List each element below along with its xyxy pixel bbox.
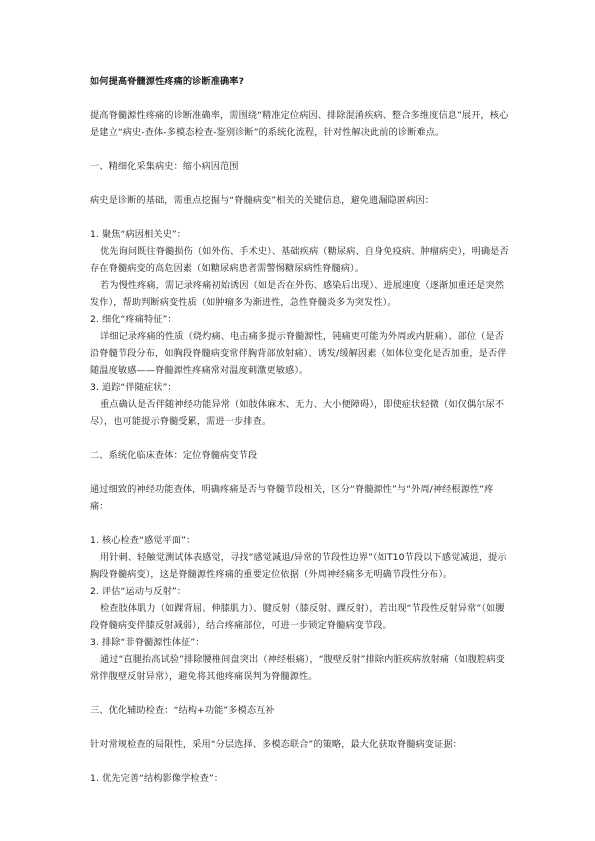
s2-item-3-title: 3. 排除“非脊髓源性体征”： bbox=[90, 637, 205, 648]
s2-item-1-para: 用针刺、轻触觉测试体表感觉，寻找“感觉减退/异常的节段性边界”（如T10节段以下感觉减退，提示胸段脊髓病变），这是脊髓源性疼痛的重要定位依据（外周神经痛多无明确节段性分布）。 bbox=[90, 552, 507, 580]
section-1-heading: 一、精细化采集病史：缩小病因范围 bbox=[90, 161, 239, 172]
section-2-lead: 通过细致的神经功能查体，明确疼痛是否与脊髓节段相关，区分“脊髓源性”与“外周/神经根源性”疼痛： bbox=[90, 484, 494, 512]
section-1-lead: 病史是诊断的基础，需重点挖掘与“脊髓病变”相关的关键信息，避免遗漏隐匿病因： bbox=[90, 195, 435, 206]
s3-item-1-title: 1. 优先完善“结构影像学检查”： bbox=[90, 773, 224, 784]
s2-item-3-para: 通过“直腿抬高试验”排除腰椎间盘突出（神经根痛），“腹壁反射”排除内脏疾病放射痛（如腹腔病变常伴腹壁反射异常），避免将其他疼痛误判为脊髓源性。 bbox=[90, 654, 505, 682]
intro-paragraph: 提高脊髓源性疼痛的诊断准确率，需围绕“精准定位病因、排除混淆疾病、整合多维度信息”展开，核心是建立“病史-查体-多模态检查-鉴别诊断”的系统化流程，针对性解决此前的诊断难点。 bbox=[90, 110, 509, 138]
s1-item-1-para-a: 优先询问既往脊髓损伤（如外伤、手术史）、基础疾病（糖尿病、自身免疫病、肿瘤病史），明确是否存在脊髓病变的高危因素（如糖尿病患者需警惕糖尿病性脊髓病）。 bbox=[90, 246, 509, 274]
s1-item-2-para: 详细记录疼痛的性质（烧灼痛、电击痛多提示脊髓源性，钝痛更可能为外周或内脏痛）、部位（是否沿脊髓节段分布，如胸段脊髓病变常伴胸背部放射痛）、诱发/缓解因素（如体位变化是否加重，是否伴随温度敏感——脊髓源性疼痛常对温度刺激更敏感）。 bbox=[90, 331, 507, 376]
section-2-heading: 二、系统化临床查体：定位脊髓病变节段 bbox=[90, 450, 258, 461]
section-3-lead: 针对常规检查的局限性，采用“分层选择、多模态联合”的策略，最大化获取脊髓病变证据： bbox=[90, 739, 462, 750]
doc-title: 如何提高脊髓源性疼痛的诊断准确率? bbox=[90, 76, 245, 87]
s1-item-2-title: 2. 细化“疼痛特征”： bbox=[90, 314, 177, 325]
document-body bbox=[90, 73, 510, 787]
s2-item-1-title: 1. 核心检查“感觉平面”： bbox=[90, 535, 196, 546]
s2-item-2-para: 检查肢体肌力（如踝背屈、伸膝肌力）、腱反射（膝反射、踝反射），若出现“节段性反射异常”（如腰段脊髓病变伴膝反射减弱），结合疼痛部位，可进一步锁定脊髓病变节段。 bbox=[90, 603, 505, 631]
s1-item-3-para: 重点确认是否伴随神经功能异常（如肢体麻木、无力、大小便障碍），即使症状轻微（如仅偶尔尿不尽），也可能提示脊髓受累，需进一步排查。 bbox=[90, 399, 505, 427]
s1-item-3-title: 3. 追踪“伴随症状”： bbox=[90, 382, 177, 393]
section-3-heading: 三、优化辅助检查：“结构+功能”多模态互补 bbox=[90, 705, 275, 716]
s1-item-1-title: 1. 聚焦“病因相关史”： bbox=[90, 229, 187, 240]
s1-item-1-para-b: 若为慢性疼痛，需记录疼痛初始诱因（如是否在外伤、感染后出现）、进展速度（逐渐加重还是突然发作），帮助判断病变性质（如肿瘤多为渐进性，急性脊髓炎多为突发性）。 bbox=[90, 280, 505, 308]
s2-item-2-title: 2. 评估“运动与反射”： bbox=[90, 586, 187, 597]
